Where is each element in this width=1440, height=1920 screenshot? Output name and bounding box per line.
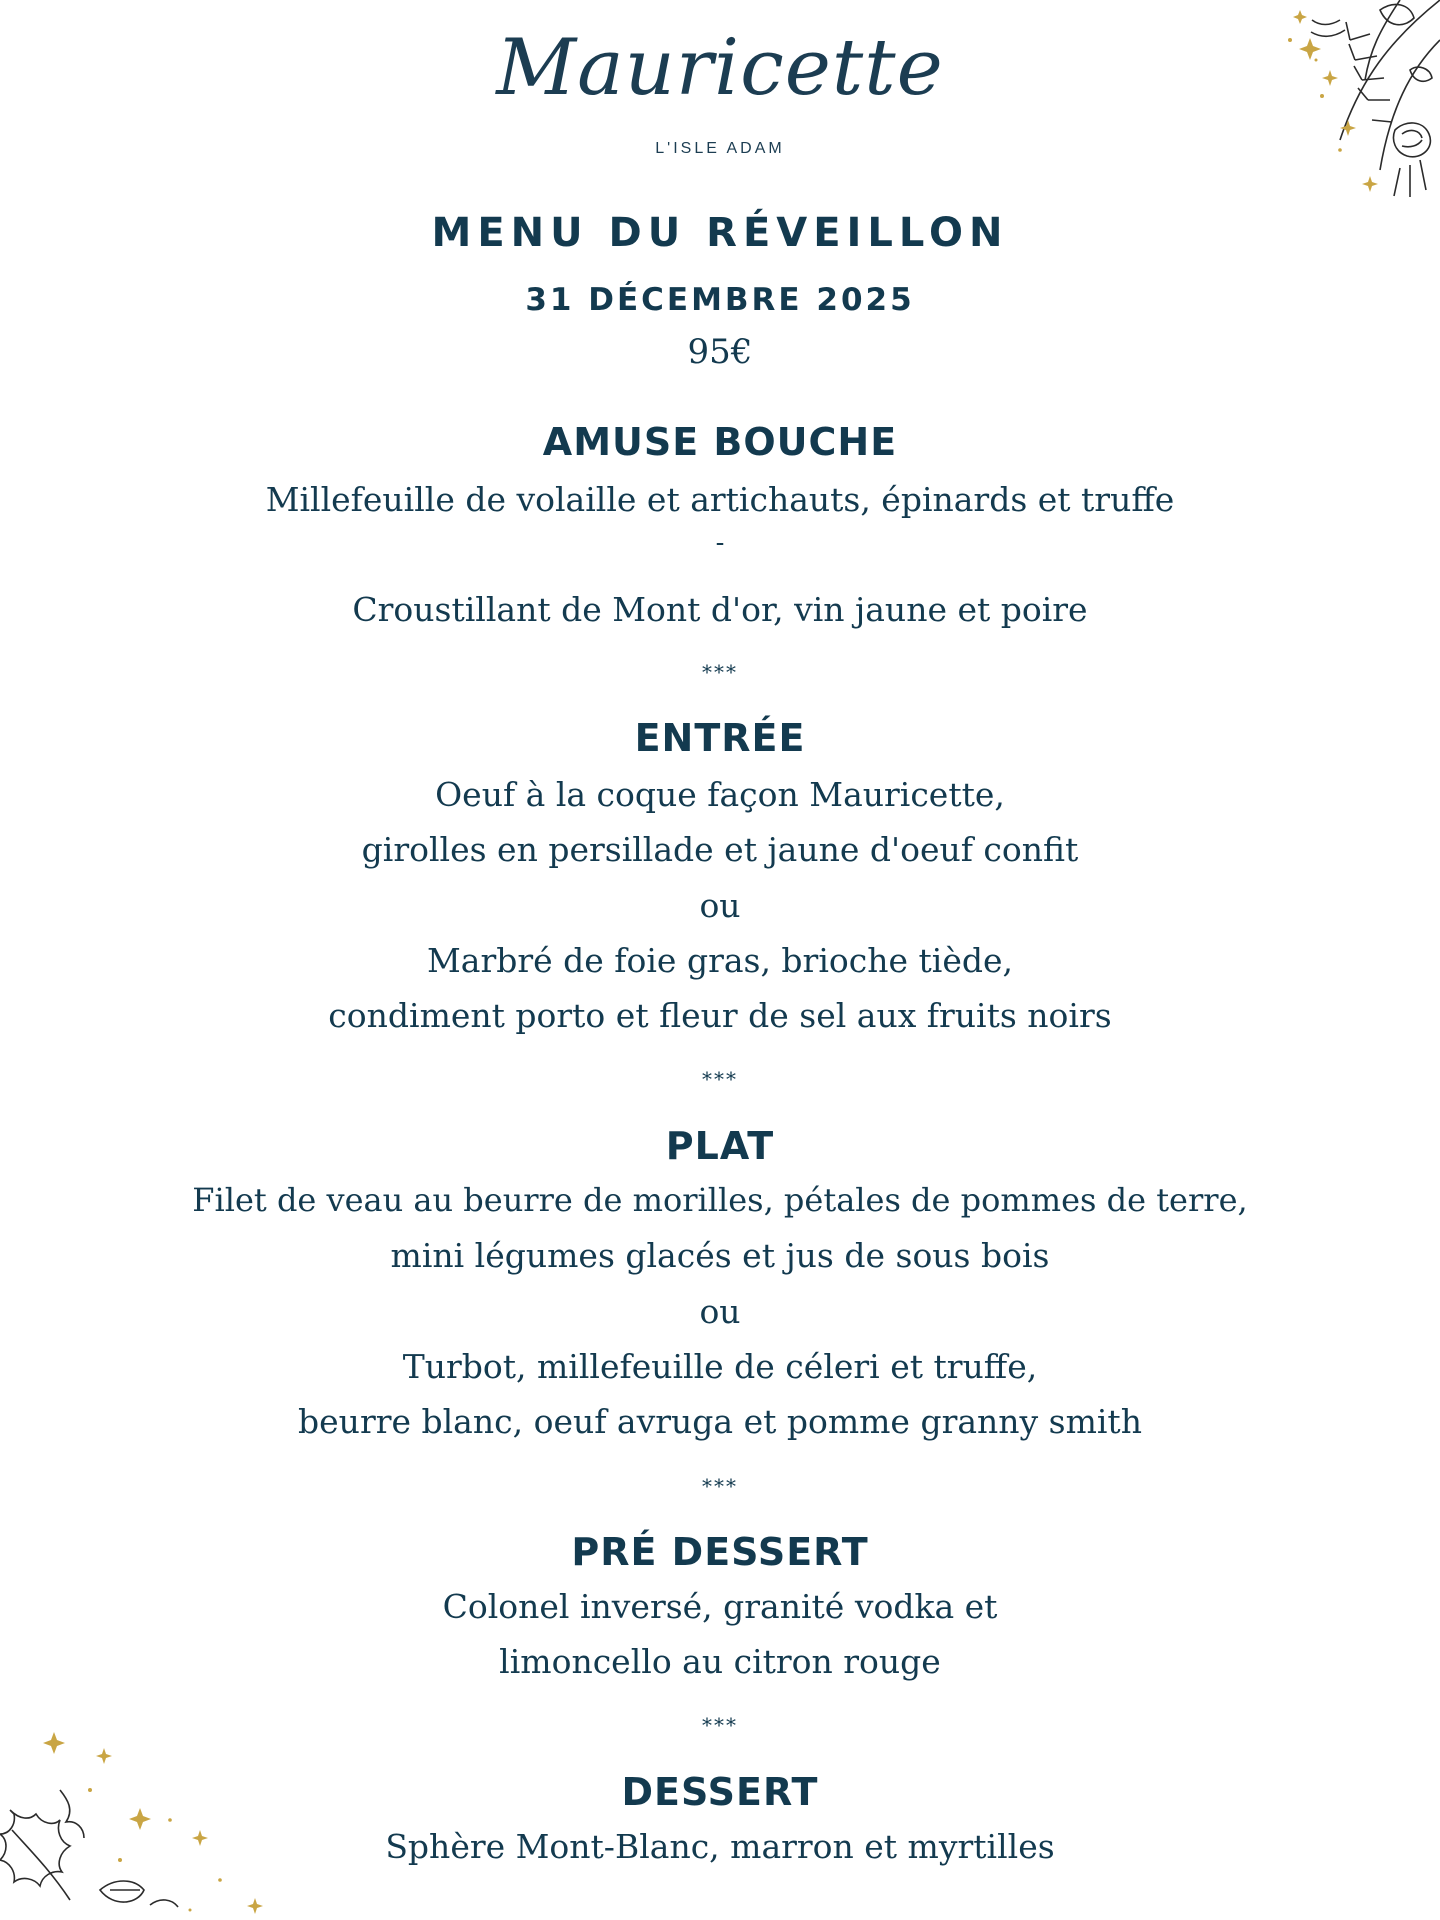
menu-item-line: girolles en persillade et jaune d'oeuf confit (361, 830, 1079, 869)
item-dash: - (715, 528, 725, 558)
or-connector: ou (699, 886, 741, 925)
menu-item-line: Turbot, millefeuille de céleri et truffe, (402, 1347, 1038, 1386)
menu-item-line: mini légumes glacés et jus de sous bois (390, 1236, 1050, 1275)
menu-date: 31 DÉCEMBRE 2025 (525, 282, 915, 318)
menu-item-line: Millefeuille de volaille et artichauts, épinards et truffe (265, 480, 1175, 519)
menu-price: 95€ (687, 332, 753, 372)
section-title-amuse-bouche: AMUSE BOUCHE (542, 420, 898, 464)
brand-logo: Mauricette (496, 23, 944, 113)
menu-item-line: beurre blanc, oeuf avruga et pomme granny smith (298, 1402, 1142, 1441)
section-separator: *** (702, 1067, 738, 1091)
menu-item-line: Marbré de foie gras, brioche tiède, (426, 941, 1013, 980)
or-connector: ou (699, 1292, 741, 1331)
brand-location: L'ISLE ADAM (655, 140, 785, 157)
section-title-pre-dessert: PRÉ DESSERT (571, 1530, 869, 1574)
section-separator: *** (702, 1713, 738, 1737)
section-separator: *** (702, 1474, 738, 1498)
section-title-entree: ENTRÉE (634, 716, 806, 760)
holly-corner-bottom-left-icon (0, 1730, 280, 1920)
menu-item-line: Colonel inversé, granité vodka et (442, 1587, 998, 1626)
menu-item-line: Sphère Mont-Blanc, marron et myrtilles (385, 1827, 1055, 1866)
menu-item-line: limoncello au citron rouge (499, 1642, 941, 1681)
section-title-plat: PLAT (665, 1124, 775, 1168)
section-separator: *** (702, 660, 738, 684)
menu-item-line: Croustillant de Mont d'or, vin jaune et poire (352, 590, 1088, 629)
section-title-dessert: DESSERT (621, 1770, 819, 1814)
menu-item-line: condiment porto et fleur de sel aux fruits noirs (328, 996, 1112, 1035)
brand-block (0, 18, 1440, 158)
menu-item-line: Filet de veau au beurre de morilles, pétales de pommes de terre, (192, 1181, 1248, 1219)
menu-item-line: Oeuf à la coque façon Mauricette, (435, 775, 1005, 814)
menu-title: MENU DU RÉVEILLON (431, 210, 1009, 256)
